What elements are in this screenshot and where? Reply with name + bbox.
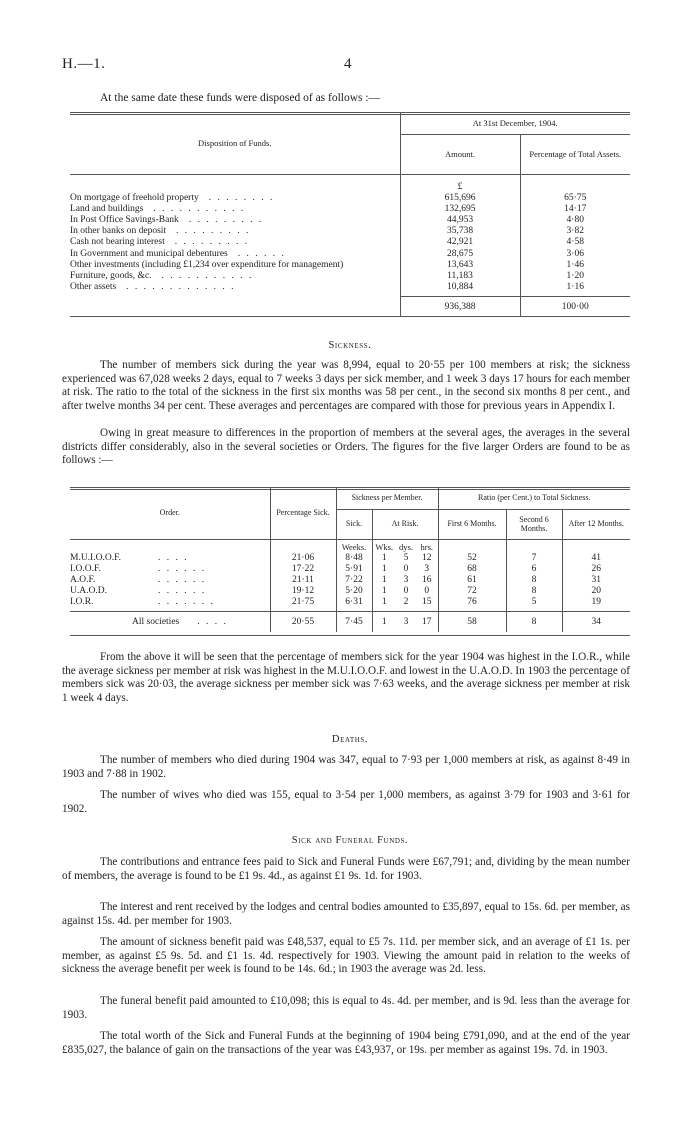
table-row (70, 563, 630, 574)
row-label: Other investments (including £1,234 over expenditure for management) (70, 259, 344, 270)
sickness-heading: Sickness. (328, 340, 372, 351)
row-amount: 615,696 (400, 192, 520, 203)
row-first: 61 (438, 574, 506, 585)
row-pct-sick: 21·11 (270, 574, 336, 585)
total-second: 8 (506, 612, 562, 632)
col-group-ratio: Ratio (per Cent.) to Total Sickness. (438, 487, 630, 509)
col-after-twelve: After 12 Months. (562, 509, 630, 539)
row-hrs: 3 (424, 563, 430, 574)
row-first: 76 (438, 597, 506, 608)
col-sick: Sick. (336, 509, 372, 539)
table-row (70, 214, 630, 225)
row-percentage: 1·46 (520, 259, 630, 270)
row-dys: 0 (403, 563, 409, 574)
row-percentage: 1·16 (520, 282, 630, 293)
table-row (70, 203, 630, 214)
table-row (70, 586, 630, 597)
col-first-six: First 6 Months. (438, 509, 506, 539)
row-dys: 3 (403, 574, 409, 585)
row-label: On mortgage of freehold property . . . . . . . . (70, 192, 275, 203)
col-group-sickness: Sickness per Member. (336, 487, 438, 509)
total-first: 58 (438, 612, 506, 632)
row-after: 26 (562, 563, 630, 574)
deaths-heading: Deaths. (331, 734, 369, 745)
unit-wks: Wks. (372, 539, 396, 552)
intro-line: At the same date these funds were disposed of as follows :— (100, 92, 381, 104)
row-wks: 1 (372, 597, 396, 608)
total-amount: 936,388 (400, 297, 520, 317)
funds-paragraph-4: The funeral benefit paid amounted to £10,098; this is equal to 4s. 4d. per member, and is 9d. less than the average for 1903. (62, 995, 630, 1021)
row-first: 52 (438, 552, 506, 563)
table-row (70, 552, 630, 563)
funds-paragraph-1: The contributions and entrance fees paid to Sick and Funeral Funds were £67,791; and, dividing by the mean number of members, the average is found to be £1 9s. 4d., as against £1 9s. 1d. for 1903. (62, 856, 630, 882)
table-row (70, 248, 630, 259)
total-percentage: 100·00 (520, 297, 630, 317)
row-order: I.O.R. . . . . . . . (70, 597, 215, 608)
funds-disposition-table (70, 112, 630, 317)
row-percentage: 3·06 (520, 248, 630, 259)
row-after: 19 (562, 597, 630, 608)
row-dys: 2 (403, 597, 409, 608)
table-row (70, 237, 630, 248)
table2-bottom-rule (70, 635, 630, 636)
row-label: Land and buildings . . . . . . . . . . . (70, 203, 246, 214)
row-hrs: 12 (422, 552, 432, 563)
row-after: 41 (562, 552, 630, 563)
row-amount: 11,183 (400, 270, 520, 281)
row-wks: 1 (372, 552, 396, 563)
deaths-paragraph-2: The number of wives who died was 155, equal to 3·54 per 1,000 members, as against 3·79 for 1903 and 3·61 for 1902. (62, 789, 630, 815)
row-order: U.A.O.D. . . . . . . (70, 586, 207, 597)
row-percentage: 1·20 (520, 270, 630, 281)
col-group-date: At 31st December, 1904. (400, 112, 630, 134)
row-percentage: 4·58 (520, 237, 630, 248)
col-second-six: Second 6 Months. (506, 509, 562, 539)
total-wks: 1 (372, 612, 396, 632)
table-row (70, 574, 630, 585)
row-hrs: 15 (422, 597, 432, 608)
col-order: Order. (70, 487, 270, 539)
row-second: 7 (506, 552, 562, 563)
row-sick: 8·48 (336, 552, 372, 563)
col-at-risk: At Risk. (372, 509, 438, 539)
row-first: 72 (438, 586, 506, 597)
funds-paragraph-3: The amount of sickness benefit paid was £48,537, equal to £5 7s. 11d. per member sick, and an average of £1 1s. per member, as against £5 9s. 5d. and £1 1s. 4d. respectively for 1903. Viewing the amount paid in relation to the weeks of sickness the average benefit per week is found to be 14s. 6d.; in 1903 the average was 2d. less. (62, 936, 630, 976)
row-amount: 132,695 (400, 203, 520, 214)
deaths-paragraph-1: The number of members who died during 1904 was 347, equal to 7·93 per 1,000 members at risk, as against 8·49 in 1903 and 7·88 in 1902. (62, 754, 630, 780)
row-amount: 28,675 (400, 248, 520, 259)
unit-weeks: Weeks. (336, 539, 372, 552)
row-sick: 5·20 (336, 586, 372, 597)
row-wks: 1 (372, 574, 396, 585)
orders-sickness-table (70, 487, 630, 632)
row-label: In Post Office Savings-Bank . . . . . . . . . (70, 214, 264, 225)
row-hrs: 16 (422, 574, 432, 585)
row-hrs: 0 (424, 586, 430, 597)
sickness-paragraph-2: Owing in great measure to differences in the proportion of members at the several ages, the averages in the several districts differ considerably, also in the several societies or Orders. The figures for the five larger Orders are found to be as follows :— (62, 427, 630, 467)
row-after: 31 (562, 574, 630, 585)
unit-hrs: hrs. (420, 542, 433, 552)
row-amount: 10,884 (400, 282, 520, 293)
row-pct-sick: 19·12 (270, 586, 336, 597)
page-number: 4 (344, 56, 352, 72)
row-pct-sick: 21·75 (270, 597, 336, 608)
row-label: In other banks on deposit . . . . . . . . . (70, 226, 251, 237)
row-sick: 6·31 (336, 597, 372, 608)
row-wks: 1 (372, 563, 396, 574)
table-row (70, 282, 630, 293)
col-percentage-sick: Percentage Sick. (270, 487, 336, 539)
total-hrs: 17 (422, 617, 432, 628)
row-label: Other assets . . . . . . . . . . . . . (70, 282, 236, 293)
table-row (70, 270, 630, 281)
col-percentage: Percentage of Total Assets. (520, 134, 630, 174)
row-percentage: 65·75 (520, 192, 630, 203)
row-second: 5 (506, 597, 562, 608)
sickness-paragraph-1: The number of members sick during the year was 8,994, equal to 20·55 per 100 members at risk; the sickness experienced was 67,028 weeks 2 days, equal to 7 weeks 3 days per sick member, and 1 week 3 days 17 hours for each member at risk. The ratio to the total of the sickness in the first six months was 58 per cent., in the second six months 8 per cent., and after twelve months 34 per cent. These averages and percentages are compared with those for previous years in Appendix I. (62, 359, 630, 412)
row-amount: 42,921 (400, 237, 520, 248)
currency-symbol: £ (400, 174, 520, 192)
row-after: 20 (562, 586, 630, 597)
row-second: 8 (506, 586, 562, 597)
funds-paragraph-5: The total worth of the Sick and Funeral Funds at the beginning of 1904 being £791,090, and at the end of the year £835,027, the balance of gain on the transactions of the year was £43,937, or 19s. per member as against 19s. 7d. in 1903. (62, 1030, 630, 1056)
table1-bottom-rule (70, 316, 630, 317)
col-disposition: Disposition of Funds. (70, 112, 400, 174)
row-second: 8 (506, 574, 562, 585)
row-label: Cash not bearing interest . . . . . . . . . (70, 237, 250, 248)
total-sick: 7·45 (336, 612, 372, 632)
table-row (70, 192, 630, 203)
total-pct-sick: 20·55 (270, 612, 336, 632)
total-after: 34 (562, 612, 630, 632)
row-amount: 13,643 (400, 259, 520, 270)
row-percentage: 4·80 (520, 214, 630, 225)
funds-paragraph-2: The interest and rent received by the lodges and central bodies amounted to £35,897, equal to 15s. 6d. per member, as against 15s. 4d. per member for 1903. (62, 901, 630, 927)
row-label: Furniture, goods, &c. . . . . . . . . . . . (70, 270, 254, 281)
row-sick: 5·91 (336, 563, 372, 574)
unit-dys: dys. (399, 542, 413, 552)
col-amount: Amount. (400, 134, 520, 174)
row-sick: 7·22 (336, 574, 372, 585)
table-row (70, 226, 630, 237)
total-dys: 3 (403, 617, 409, 628)
row-dys: 0 (403, 586, 409, 597)
report-code: H.—1. (62, 56, 106, 72)
row-label: In Government and municipal debentures . . . . . . (70, 248, 286, 259)
row-pct-sick: 17·22 (270, 563, 336, 574)
row-dys: 5 (403, 552, 409, 563)
row-order: A.O.F. . . . . . . (70, 574, 207, 585)
row-order: M.U.I.O.O.F. . . . . (70, 552, 189, 563)
row-first: 68 (438, 563, 506, 574)
row-order: I.O.O.F. . . . . . . (70, 563, 207, 574)
row-amount: 44,953 (400, 214, 520, 225)
row-second: 6 (506, 563, 562, 574)
row-amount: 35,738 (400, 226, 520, 237)
total-order-label: All societies . . . . (132, 617, 228, 628)
row-pct-sick: 21·06 (270, 552, 336, 563)
row-percentage: 3·82 (520, 226, 630, 237)
row-wks: 1 (372, 586, 396, 597)
analysis-paragraph: From the above it will be seen that the percentage of members sick for the year 1904 was highest in the I.O.R., while the average sickness per member at risk was highest in the M.U.I.O.O.F. and lowest in the U.A.O.D. In 1903 the percentage of members sick was 20·03, the average sickness per member sick was 7·63 weeks, and the average sickness per member at risk 1 week 4 days. (62, 651, 630, 704)
table-row (70, 259, 630, 270)
table-row (70, 597, 630, 608)
row-percentage: 14·17 (520, 203, 630, 214)
funds-heading: Sick and Funeral Funds. (291, 835, 409, 846)
